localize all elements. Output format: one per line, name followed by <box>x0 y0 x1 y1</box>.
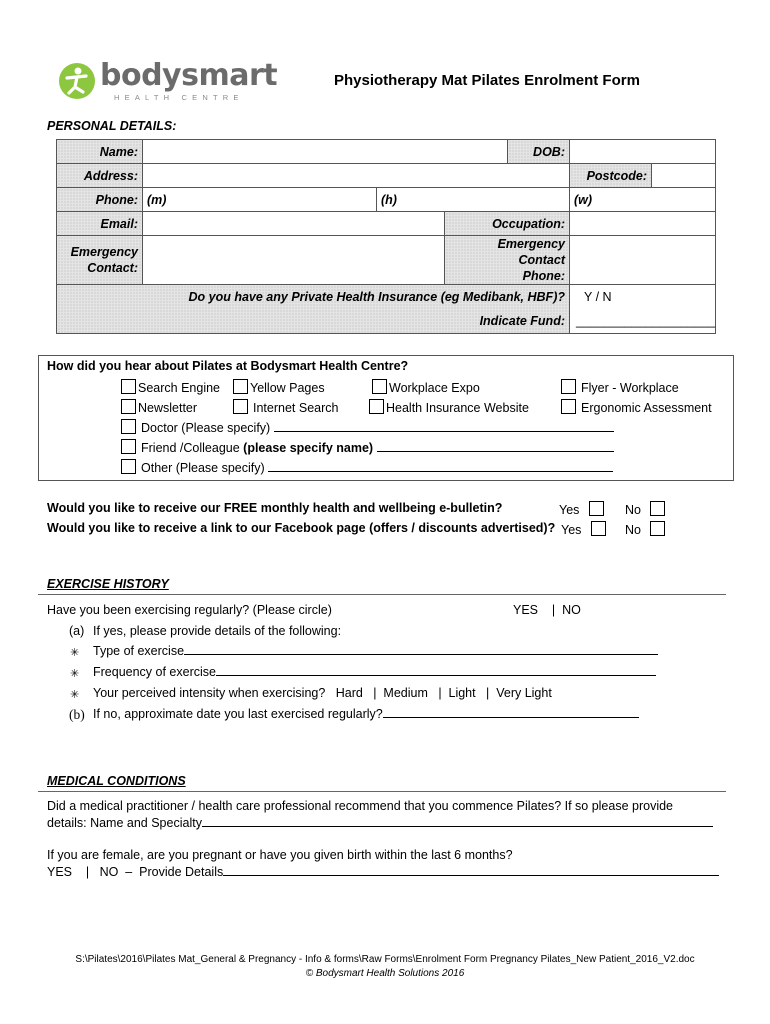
intensity-question[interactable]: Your perceived intensity when exercising? Hard | Medium | Light | Very Light <box>93 686 552 700</box>
friend-checkbox[interactable] <box>121 439 136 454</box>
yellow-pages-checkbox[interactable] <box>233 379 248 394</box>
exercise-a-text: If yes, please provide details of the following: <box>93 624 342 638</box>
option-friend[interactable]: Friend /Colleague (please specify name) <box>121 439 614 455</box>
pregnancy-details[interactable]: YES | NO – Provide Details <box>47 865 719 879</box>
option-newsletter[interactable]: Newsletter <box>121 399 197 415</box>
ergonomic-checkbox[interactable] <box>561 399 576 414</box>
exercise-question: Have you been exercising regularly? (Please circle) <box>47 603 332 617</box>
last-exercised-line[interactable] <box>383 717 639 718</box>
fund-line[interactable]: ____________________ <box>576 314 716 328</box>
other-line[interactable] <box>268 471 613 472</box>
specialty-line[interactable] <box>202 826 713 827</box>
address-label: Address: <box>57 164 143 188</box>
phone-work-field[interactable]: (w) <box>570 188 716 212</box>
facebook-no[interactable]: No <box>625 521 667 537</box>
newsletter-checkbox[interactable] <box>121 399 136 414</box>
exercise-a-marker: (a) <box>69 624 85 638</box>
address-field[interactable] <box>143 164 570 188</box>
logo-icon <box>58 62 96 100</box>
type-line[interactable] <box>184 654 658 655</box>
personal-details-table <box>56 139 716 334</box>
option-flyer[interactable]: Flyer - Workplace <box>561 379 679 395</box>
email-field[interactable] <box>143 212 445 236</box>
facebook-question: Would you like to receive a link to our Facebook page (offers / discounts advertised)? <box>47 521 556 535</box>
exercise-b[interactable]: If no, approximate date you last exercised regularly? <box>93 707 639 721</box>
emergency-contact-field[interactable] <box>143 236 445 285</box>
emergency-phone-label: Emergency Contact Phone: <box>445 236 570 285</box>
facebook-yes[interactable]: Yes <box>561 521 608 537</box>
emergency-contact-label: Emergency Contact: <box>57 236 143 285</box>
friend-line[interactable] <box>377 451 614 452</box>
type-of-exercise[interactable]: Type of exercise <box>93 644 658 658</box>
footer-copyright: © Bodysmart Health Solutions 2016 <box>305 968 465 979</box>
pregnancy-line[interactable] <box>223 875 719 876</box>
search-engine-checkbox[interactable] <box>121 379 136 394</box>
logo-name: bodysmart <box>100 58 278 93</box>
option-doctor[interactable]: Doctor (Please specify) <box>121 419 614 435</box>
bulletin-yes-checkbox[interactable] <box>589 501 604 516</box>
dob-field[interactable] <box>570 140 716 164</box>
exercise-yes-no[interactable]: YES | NO <box>513 603 581 617</box>
option-internet-search[interactable]: Internet Search <box>233 399 338 415</box>
exercise-b-marker: (b) <box>69 707 85 722</box>
facebook-yes-checkbox[interactable] <box>591 521 606 536</box>
name-field[interactable] <box>143 140 508 164</box>
facebook-no-checkbox[interactable] <box>650 521 665 536</box>
workplace-expo-checkbox[interactable] <box>372 379 387 394</box>
frequency-line[interactable] <box>216 675 656 676</box>
referral-question: How did you hear about Pilates at Bodysmart Health Centre? <box>47 359 409 373</box>
emergency-phone-field[interactable] <box>570 236 716 285</box>
flyer-checkbox[interactable] <box>561 379 576 394</box>
email-label: Email: <box>57 212 143 236</box>
health-insurance-checkbox[interactable] <box>369 399 384 414</box>
phone-home-field[interactable]: (h) <box>377 188 570 212</box>
option-search-engine[interactable]: Search Engine <box>121 379 220 395</box>
insurance-yn: Y / N <box>584 290 612 304</box>
other-checkbox[interactable] <box>121 459 136 474</box>
form-title: Physiotherapy Mat Pilates Enrolment Form <box>334 72 640 89</box>
bulletin-no-checkbox[interactable] <box>650 501 665 516</box>
logo-subtitle: HEALTH CENTRE <box>114 93 244 102</box>
option-other[interactable]: Other (Please specify) <box>121 459 613 475</box>
dob-label: DOB: <box>508 140 570 164</box>
occupation-field[interactable] <box>570 212 716 236</box>
pregnancy-question: If you are female, are you pregnant or have you given birth within the last 6 months? <box>47 848 513 862</box>
postcode-field[interactable] <box>652 164 716 188</box>
option-workplace-expo[interactable]: Workplace Expo <box>372 379 480 395</box>
bulletin-question: Would you like to receive our FREE monthly health and wellbeing e-bulletin? <box>47 501 503 515</box>
frequency-of-exercise[interactable]: Frequency of exercise <box>93 665 656 679</box>
option-yellow-pages[interactable]: Yellow Pages <box>233 379 325 395</box>
insurance-question: Do you have any Private Health Insurance (eg Medibank, HBF)? <box>188 290 565 304</box>
medical-divider <box>38 791 726 792</box>
doctor-checkbox[interactable] <box>121 419 136 434</box>
option-health-insurance[interactable]: Health Insurance Website <box>369 399 529 415</box>
postcode-label: Postcode: <box>570 164 652 188</box>
footer-path: S:\Pilates\2016\Pilates Mat_General & Pregnancy - Info & forms\Raw Forms\Enrolment Form Pregnancy Pilates_New Patient_2016_V2.doc <box>75 954 695 965</box>
medical-details[interactable]: details: Name and Specialty <box>47 816 713 830</box>
name-label: Name: <box>57 140 143 164</box>
bulletin-yes[interactable]: Yes <box>559 501 606 517</box>
internet-search-checkbox[interactable] <box>233 399 248 414</box>
phone-label: Phone: <box>57 188 143 212</box>
bulletin-no[interactable]: No <box>625 501 667 517</box>
option-ergonomic[interactable]: Ergonomic Assessment <box>561 399 712 415</box>
medical-heading: MEDICAL CONDITIONS <box>47 774 186 788</box>
bullet-icon: ✳ <box>70 689 80 701</box>
doctor-line[interactable] <box>274 431 614 432</box>
bullet-icon: ✳ <box>70 647 80 659</box>
medical-question-1: Did a medical practitioner / health care professional recommend that you commence Pilates? If so please provide <box>47 799 674 813</box>
bullet-icon: ✳ <box>70 668 80 680</box>
exercise-heading: EXERCISE HISTORY <box>47 577 169 591</box>
phone-mobile-field[interactable]: (m) <box>143 188 377 212</box>
insurance-label <box>57 285 570 334</box>
occupation-label: Occupation: <box>445 212 570 236</box>
personal-details-heading: PERSONAL DETAILS: <box>47 119 177 133</box>
exercise-divider <box>38 594 726 595</box>
fund-label: Indicate Fund: <box>479 314 565 328</box>
insurance-answer[interactable] <box>570 285 716 334</box>
